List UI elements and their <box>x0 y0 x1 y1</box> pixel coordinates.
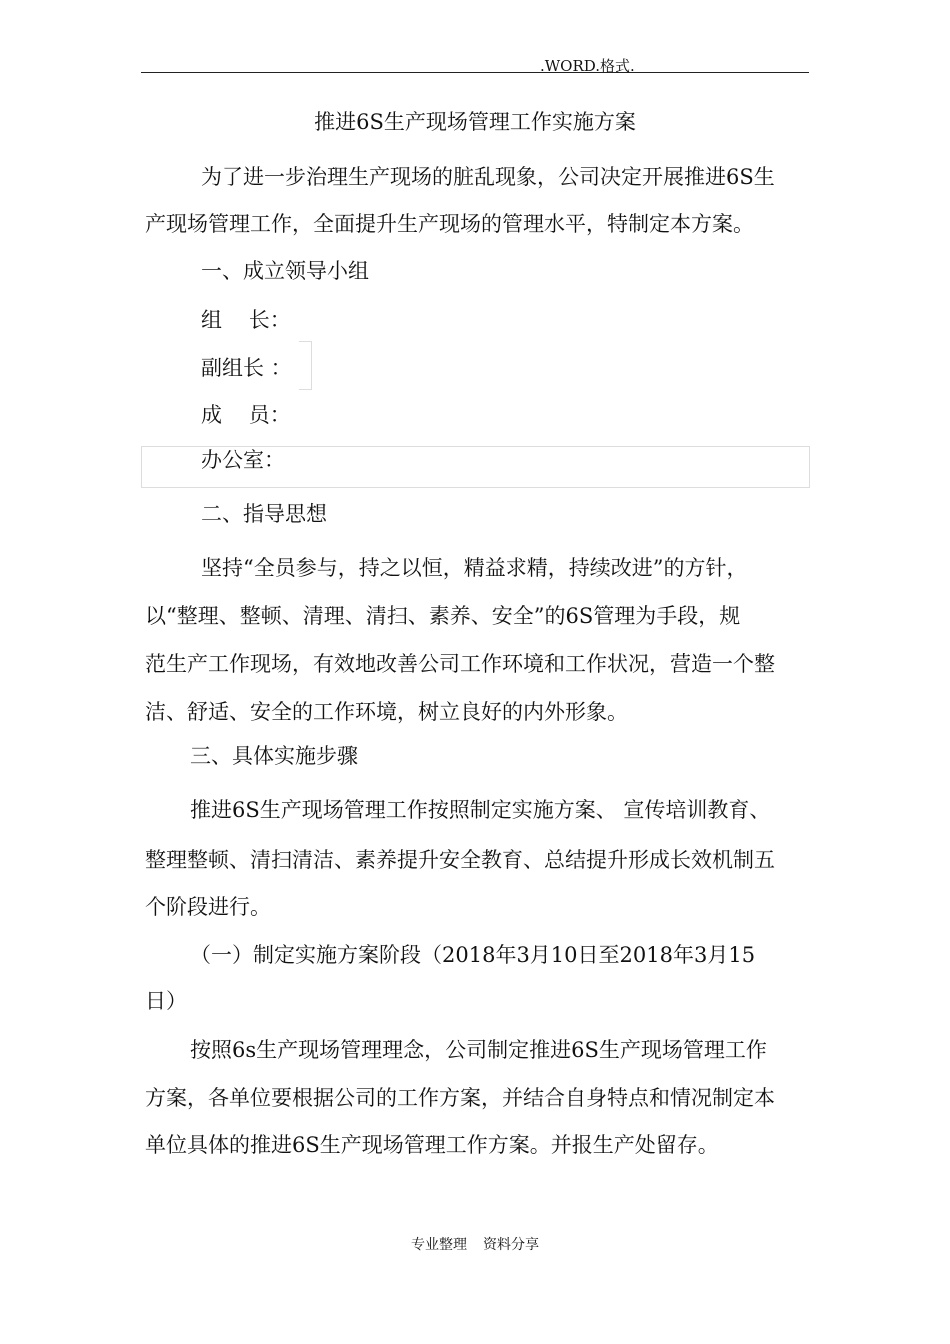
phase1-line: 单位具体的推进6S生产现场管理工作方案。并报生产处留存。 <box>145 1133 719 1157</box>
header-format-label: .WORD.格式. <box>540 57 635 75</box>
section2-line: 洁、舒适、安全的工作环境，树立良好的内外形象。 <box>145 700 628 724</box>
section3-line: 整理整顿、清扫清洁、素养提升安全教育、总结提升形成长效机制五 <box>145 848 775 872</box>
vice-leader-field-box <box>299 341 312 390</box>
section1-heading: 一、成立领导小组 <box>201 259 369 283</box>
leader-label: 组 长： <box>201 308 291 332</box>
office-label: 办公室： <box>201 448 285 472</box>
section2-heading: 二、指导思想 <box>201 502 327 526</box>
document-title: 推进6S生产现场管理工作实施方案 <box>314 110 636 134</box>
page-footer <box>0 1234 950 1254</box>
section3-heading: 三、具体实施步骤 <box>190 744 358 768</box>
footer-right: 资料分享 <box>483 1237 539 1253</box>
intro-line: 为了进一步治理生产现场的脏乱现象，公司决定开展推进6S生 <box>201 165 775 189</box>
section3-line: 个阶段进行。 <box>145 895 271 919</box>
phase1-heading: 日） <box>145 989 187 1013</box>
phase1-heading: （一）制定实施方案阶段（2018年3月10日至2018年3月15 <box>190 943 756 967</box>
members-label: 成 员： <box>201 403 291 427</box>
footer-left: 专业整理 <box>411 1237 467 1253</box>
vice-leader-label: 副组长 ： <box>201 356 292 380</box>
header-rule <box>141 72 809 73</box>
section2-line: 以“整理、整顿、清理、清扫、素养、安全”的6S管理为手段，规 <box>145 604 741 628</box>
intro-line: 产现场管理工作，全面提升生产现场的管理水平，特制定本方案。 <box>145 212 754 236</box>
section3-line: 推进6S生产现场管理工作按照制定实施方案、 宣传培训教育、 <box>190 798 771 822</box>
section2-line: 范生产工作现场，有效地改善公司工作环境和工作状况，营造一个整 <box>145 652 775 676</box>
phase1-line: 按照6s生产现场管理理念，公司制定推进6S生产现场管理工作 <box>190 1038 767 1062</box>
section2-line: 坚持“全员参与，持之以恒，精益求精，持续改进”的方针， <box>201 556 748 580</box>
phase1-line: 方案，各单位要根据公司的工作方案，并结合自身特点和情况制定本 <box>145 1086 775 1110</box>
